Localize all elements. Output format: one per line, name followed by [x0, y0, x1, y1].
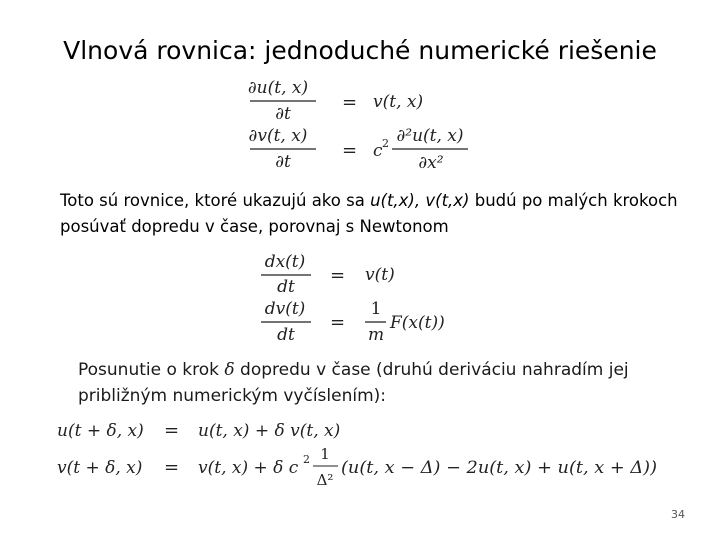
- slide-title: Vlnová rovnica: jednoduché numerické riešenie: [63, 36, 657, 65]
- newton-eq1-lhs-denominator: dt: [277, 277, 295, 297]
- step-eq2-exponent: 2: [303, 453, 310, 466]
- explanation-text-1: Toto sú rovnice, ktoré ukazujú ako sa: [60, 191, 371, 210]
- step-eq2-lhs: v(t + δ, x): [57, 458, 143, 478]
- newton-eq2-lhs-denominator: dt: [277, 325, 295, 345]
- step-eq2-equals: =: [164, 457, 180, 478]
- wave-eq2-lhs-denominator: ∂t: [275, 152, 291, 172]
- wave-equation-system: [240, 74, 490, 184]
- time-step-text-1: Posunutie o krok: [78, 360, 225, 380]
- wave-eq2-exponent: 2: [382, 137, 389, 150]
- wave-eq1-equals: =: [342, 92, 358, 113]
- wave-eq1-lhs-numerator: ∂u(t, x): [247, 78, 309, 98]
- explanation-text-2: budú po malých krokoch posúvať dopredu v čase, porovnaj s Newtonom: [60, 191, 678, 236]
- wave-eq2-lhs-numerator: ∂v(t, x): [248, 126, 308, 146]
- wave-eq1-lhs-denominator: ∂t: [275, 104, 291, 124]
- step-eq1-rhs: u(t, x) + δ v(t, x): [198, 421, 341, 441]
- newton-eq1-rhs: v(t): [365, 265, 395, 285]
- newton-eq2-rhs-force: F(x(t)): [390, 313, 445, 333]
- newton-eq2-rhs-numerator: 1: [370, 299, 382, 319]
- wave-eq2-coefficient: c: [373, 141, 383, 161]
- delta-symbol: δ: [224, 360, 235, 380]
- step-eq1-equals: =: [164, 420, 180, 441]
- step-eq2-fraction-denominator: Δ²: [316, 471, 334, 489]
- step-eq2-rhs-part-a: v(t, x) + δ c: [198, 458, 299, 478]
- newton-eq2-equals: =: [330, 312, 346, 333]
- newton-equation-system: [252, 246, 472, 352]
- newton-eq2-rhs-denominator: m: [367, 325, 385, 345]
- explanation-paragraph: [60, 188, 680, 240]
- step-eq1-lhs: u(t + δ, x): [57, 421, 144, 441]
- newton-eq1-lhs-numerator: dx(t): [264, 252, 306, 272]
- explanation-italic-functions: u(t,x), v(t,x): [370, 191, 470, 210]
- page-number: 34: [671, 508, 685, 521]
- step-eq2-fraction-numerator: 1: [320, 445, 330, 463]
- time-step-text-2: dopredu v čase (druhú deriváciu nahradím jej približným numerickým vyčíslením):: [78, 360, 629, 406]
- wave-eq2-equals: =: [342, 140, 358, 161]
- newton-eq2-lhs-numerator: dv(t): [264, 299, 306, 319]
- wave-eq2-rhs-denominator: ∂x²: [418, 153, 444, 173]
- numerical-step-system: [52, 412, 672, 498]
- wave-eq1-rhs: v(t, x): [373, 92, 424, 112]
- newton-eq1-equals: =: [330, 265, 346, 286]
- wave-eq2-rhs-numerator: ∂²u(t, x): [396, 126, 464, 146]
- time-step-paragraph: [78, 357, 678, 409]
- step-eq2-rhs-part-b: (u(t, x − Δ) − 2u(t, x) + u(t, x + Δ)): [341, 458, 657, 478]
